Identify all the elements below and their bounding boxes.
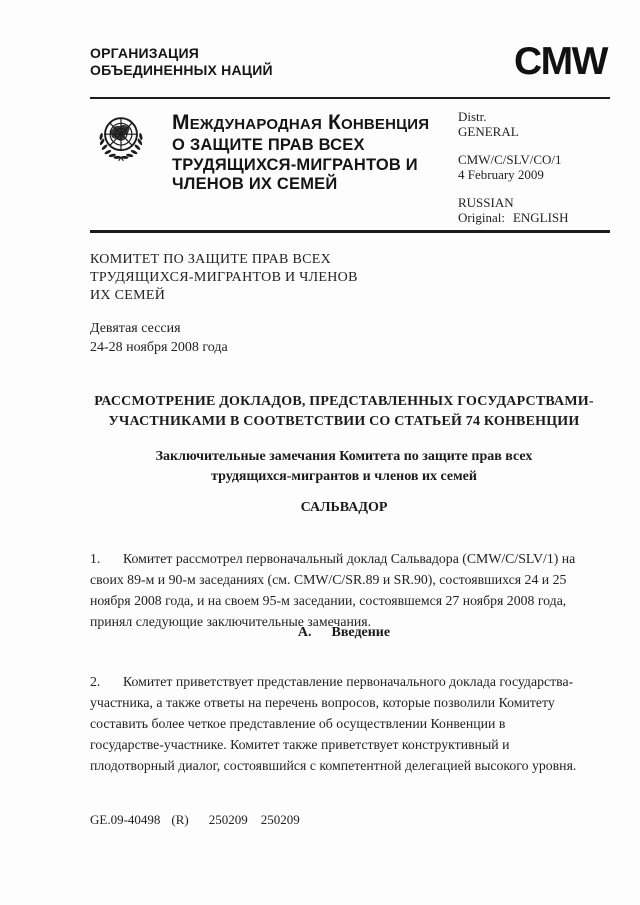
committee-name [90, 251, 358, 305]
convention-title-line3: ТРУДЯЩИХСЯ-МИГРАНТОВ И [172, 155, 418, 174]
section-a-letter: A. [297, 625, 312, 640]
symbol-date-group [458, 152, 569, 182]
main-title-line1: РАССМОТРЕНИЕ ДОКЛАДОВ, ПРЕДСТАВЛЕННЫХ ГОСУДАРСТВАМИ- [94, 394, 594, 409]
top-horizontal-rule [90, 97, 610, 99]
footer-code-1: 250209 [208, 812, 248, 827]
paragraph-1 [90, 548, 578, 632]
document-subtitle [90, 447, 598, 487]
un-emblem-icon [92, 110, 150, 168]
document-footer [90, 812, 300, 828]
session-dates: 24-28 ноября 2008 года [90, 340, 228, 355]
convention-title-line2: О ЗАЩИТЕ ПРАВ ВСЕХ [172, 136, 365, 154]
un-organization-name [90, 45, 273, 79]
doc-language: RUSSIAN [458, 195, 514, 210]
doc-date: 4 February 2009 [458, 167, 544, 182]
org-name-line2: ОБЪЕДИНЕННЫХ НАЦИЙ [90, 62, 273, 78]
convention-title-line1: Международная Конвенция [172, 111, 430, 134]
distribution-block [458, 109, 569, 238]
section-a-title: Введение [331, 625, 391, 640]
subtitle-line2: трудящихся-мигрантов и членов их семей [211, 469, 477, 484]
country-title: САЛЬВАДОР [300, 500, 388, 515]
paragraph-2-text: Комитет приветствует представление первоначального доклада государства-участника, а также ответы на перечень вопросов, которые позволили Комитету составить более четкое представление об осуществлении Конвенции в государстве-участнике. Комитет также приветствует конструктивный и плодотворный диалог, состоявшийся с компетентной делегацией высокого уровня. [90, 673, 577, 773]
original-value: ENGLISH [512, 210, 569, 225]
original-language [458, 210, 569, 225]
section-a-heading [90, 625, 598, 641]
footer-code-2: 250209 [260, 812, 300, 827]
doc-series-code: CMW [514, 40, 607, 83]
distr-label: Distr. [458, 109, 487, 124]
paragraph-2 [90, 671, 578, 776]
org-name-line1: ОРГАНИЗАЦИЯ [90, 45, 199, 61]
session-title: Девятая сессия [90, 321, 181, 336]
language-group [458, 195, 569, 225]
main-title-line2: УЧАСТНИКАМИ В СООТВЕТСТВИИ СО СТАТЬЕЙ 74 КОНВЕНЦИИ [108, 414, 580, 429]
document-main-title [90, 392, 598, 432]
ge-number: GE.09-40498 [90, 812, 161, 827]
original-label: Original: [458, 210, 505, 225]
second-horizontal-rule [90, 230, 610, 233]
distr-value: GENERAL [458, 124, 519, 139]
doc-symbol: CMW/C/SLV/CO/1 [458, 152, 562, 167]
convention-title-line4: ЧЛЕНОВ ИХ СЕМЕЙ [172, 175, 338, 193]
language-code: (R) [171, 812, 189, 827]
committee-name-line3: ИХ СЕМЕЙ [90, 288, 166, 303]
paragraph-1-number: 1. [90, 550, 101, 566]
paragraph-1-text: Комитет рассмотрел первоначальный доклад Сальвадора (CMW/C/SLV/1) на своих 89-м и 90-м заседаниях (см. CMW/C/SR.89 и SR.90), состоявшихся 24 и 25 ноября 2008 года, и на своем 95-м заседании, состоявшемся 27 ноября 2008 года, принял следующие заключительные замечания. [90, 550, 576, 629]
paragraph-2-number: 2. [90, 673, 101, 689]
distr-group [458, 109, 569, 139]
convention-title [172, 111, 458, 195]
convention-title-rest [172, 136, 458, 195]
subtitle-line1: Заключительные замечания Комитета по защите прав всех [155, 449, 533, 464]
committee-name-line2: ТРУДЯЩИХСЯ-МИГРАНТОВ И ЧЛЕНОВ [90, 270, 358, 285]
session-info [90, 319, 228, 357]
committee-name-line1: КОМИТЕТ ПО ЗАЩИТЕ ПРАВ ВСЕХ [90, 252, 331, 267]
